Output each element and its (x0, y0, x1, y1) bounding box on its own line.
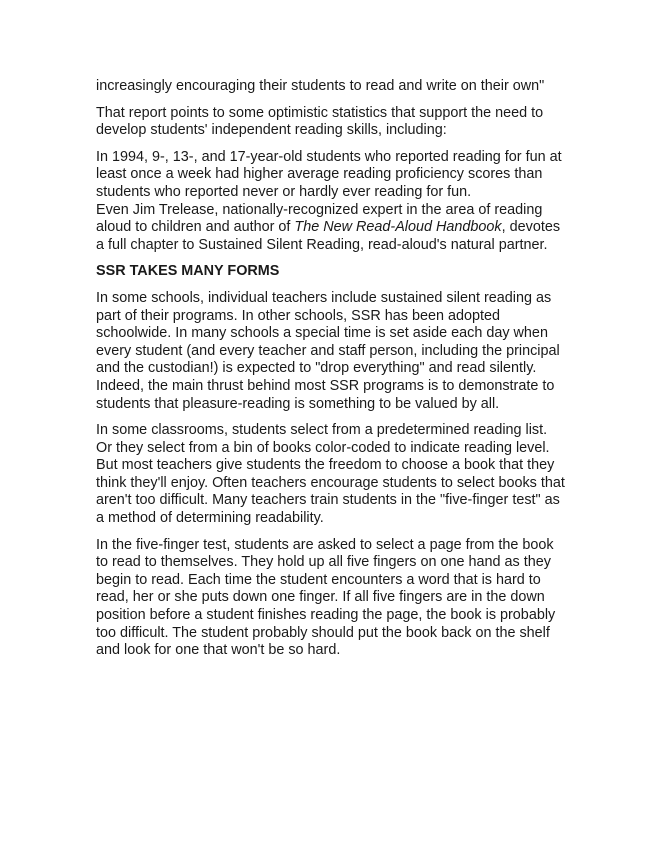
paragraph-report-statistics: That report points to some optimistic statistics that support the need to develop students' independent reading skills, including: (96, 104, 544, 139)
paragraph-statistic-1994: In 1994, 9-, 13-, and 17-year-old students who reported reading for fun at least once a week had higher average reading proficiency scores than students who reported never or hardly ever reading for fun. (96, 148, 562, 200)
book-title: The New Read-Aloud Handbook (294, 219, 502, 236)
trelease-text-before: Even Jim Trelease, nationally-recognized expert in the area of reading aloud to children and author of (96, 201, 543, 236)
paragraph-book-selection: In some classrooms, students select from a predetermined reading list. Or they select from a bin of books color-coded to indicate reading level. But most teachers give students the freedom to choose a book that they think they'll enjoy. Often teachers encourage students to select books that aren't too difficult. Many teachers train students in the "five-finger test" as a method of determining readability. (96, 422, 565, 527)
paragraph-continued-quote: increasingly encouraging their students to read and write on their own" (96, 78, 545, 94)
document-page (96, 78, 566, 669)
paragraph-ssr-schools: In some schools, individual teachers include sustained silent reading as part of their programs. In other schools, SSR has been adopted schoolwide. In many schools a special time is set aside each day when every student (and every teacher and staff person, including the principal and the custodian!) is expected to "drop everything" and read silently. Indeed, the main thrust behind most SSR programs is to demonstrate to students that pleasure-reading is something to be valued by all. (96, 289, 560, 412)
section-heading: SSR TAKES MANY FORMS (96, 263, 280, 280)
paragraph-jim-trelease (96, 202, 566, 255)
paragraph-five-finger-test: In the five-finger test, students are asked to select a page from the book to read to themselves. They hold up all five fingers on one hand as they begin to read. Each time the student encounters a word that is hard to read, her or she puts down one finger. If all five fingers are in the down position before a student finishes reading the page, the book is probably too difficult. The student probably should put the book back on the shelf and look for one that won't be so hard. (96, 536, 556, 659)
trelease-text-after: , devotes a full chapter to Sustained Silent Reading, read-aloud's natural partner. (96, 219, 561, 253)
